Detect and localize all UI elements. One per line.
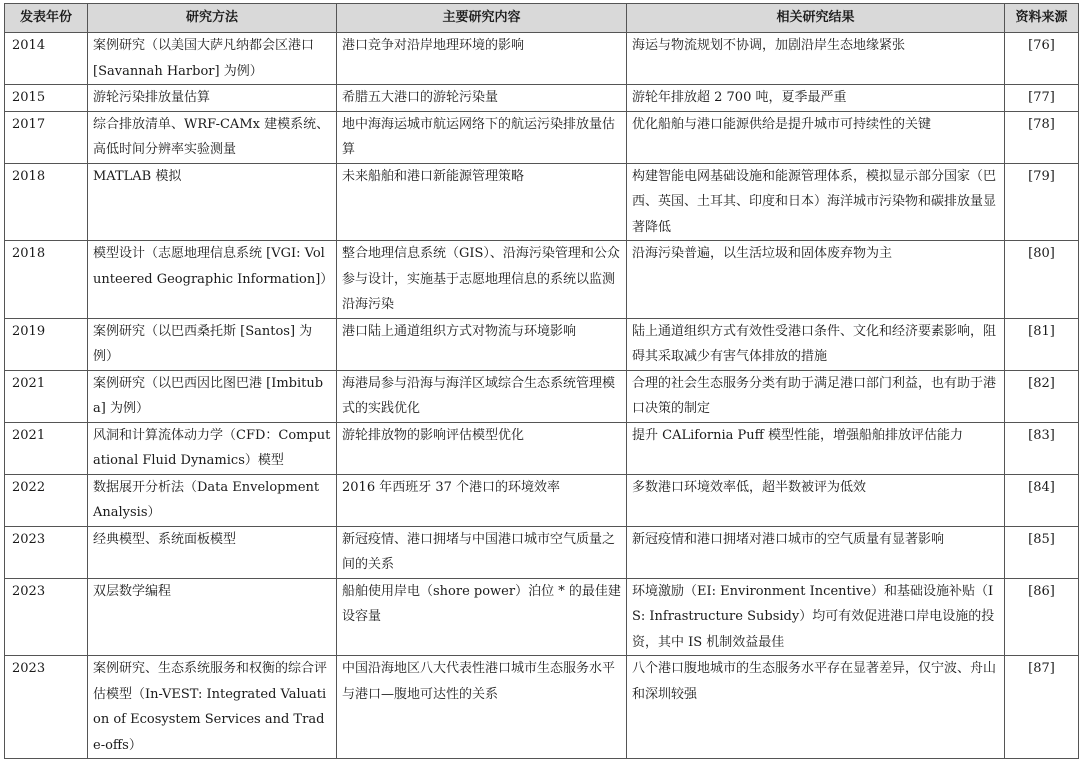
cell-method: 数据展开分析法（Data Envelopment Analysis） [88, 474, 337, 526]
cell-method: 案例研究（以美国大萨凡纳都会区港口 [Savannah Harbor] 为例） [88, 33, 337, 85]
table-row [5, 474, 1079, 526]
cell-result: 沿海污染普遍，以生活垃圾和固体废弃物为主 [627, 241, 1005, 319]
table-row [5, 578, 1079, 656]
cell-method: 案例研究（以巴西因比图巴港 [Imbituba] 为例） [88, 370, 337, 422]
cell-source: [87] [1005, 656, 1079, 759]
header-result: 相关研究结果 [627, 4, 1005, 33]
header-content: 主要研究内容 [337, 4, 627, 33]
cell-year: 2021 [5, 370, 88, 422]
cell-year: 2023 [5, 526, 88, 578]
table-row [5, 33, 1079, 85]
cell-method: 模型设计（志愿地理信息系统 [VGI: Volunteered Geographic Information]） [88, 241, 337, 319]
cell-result: 提升 CALifornia Puff 模型性能，增强船舶排放评估能力 [627, 422, 1005, 474]
table-row [5, 85, 1079, 112]
header-method: 研究方法 [88, 4, 337, 33]
cell-content: 游轮排放物的影响评估模型优化 [337, 422, 627, 474]
cell-method: 案例研究、生态系统服务和权衡的综合评估模型（In-VEST: Integrated Valuation of Ecosystem Services and Trade-offs） [88, 656, 337, 759]
cell-content: 新冠疫情、港口拥堵与中国港口城市空气质量之间的关系 [337, 526, 627, 578]
cell-source: [85] [1005, 526, 1079, 578]
table-row [5, 163, 1079, 241]
cell-source: [77] [1005, 85, 1079, 112]
cell-source: [84] [1005, 474, 1079, 526]
cell-year: 2021 [5, 422, 88, 474]
cell-source: [76] [1005, 33, 1079, 85]
cell-content: 船舶使用岸电（shore power）泊位 * 的最佳建设容量 [337, 578, 627, 656]
cell-source: [79] [1005, 163, 1079, 241]
cell-method: 双层数学编程 [88, 578, 337, 656]
cell-content: 2016 年西班牙 37 个港口的环境效率 [337, 474, 627, 526]
cell-year: 2018 [5, 241, 88, 319]
cell-year: 2017 [5, 111, 88, 163]
cell-source: [86] [1005, 578, 1079, 656]
research-table [4, 3, 1079, 759]
cell-method: 案例研究（以巴西桑托斯 [Santos] 为例） [88, 318, 337, 370]
cell-method: 游轮污染排放量估算 [88, 85, 337, 112]
cell-year: 2018 [5, 163, 88, 241]
cell-content: 未来船舶和港口新能源管理策略 [337, 163, 627, 241]
cell-content: 地中海海运城市航运网络下的航运污染排放量估算 [337, 111, 627, 163]
cell-method: 经典模型、系统面板模型 [88, 526, 337, 578]
table-header-row [5, 4, 1079, 33]
cell-year: 2019 [5, 318, 88, 370]
cell-content: 港口竞争对沿岸地理环境的影响 [337, 33, 627, 85]
cell-year: 2015 [5, 85, 88, 112]
table-row [5, 370, 1079, 422]
table-row [5, 111, 1079, 163]
cell-result: 多数港口环境效率低，超半数被评为低效 [627, 474, 1005, 526]
header-source: 资料来源 [1005, 4, 1079, 33]
table-row [5, 526, 1079, 578]
cell-method: 风洞和计算流体动力学（CFD：Computational Fluid Dynamics）模型 [88, 422, 337, 474]
cell-result: 游轮年排放超 2 700 吨，夏季最严重 [627, 85, 1005, 112]
cell-source: [81] [1005, 318, 1079, 370]
cell-year: 2023 [5, 656, 88, 759]
cell-result: 环境激励（EI: Environment Incentive）和基础设施补贴（IS: Infrastructure Subsidy）均可有效促进港口岸电设施的投资，其中 IS 机制效益最佳 [627, 578, 1005, 656]
cell-result: 构建智能电网基础设施和能源管理体系，模拟显示部分国家（巴西、英国、土耳其、印度和日本）海洋城市污染物和碳排放量显著降低 [627, 163, 1005, 241]
cell-year: 2023 [5, 578, 88, 656]
table-row [5, 241, 1079, 319]
cell-result: 陆上通道组织方式有效性受港口条件、文化和经济要素影响，阻碍其采取减少有害气体排放的措施 [627, 318, 1005, 370]
cell-source: [80] [1005, 241, 1079, 319]
cell-result: 优化船舶与港口能源供给是提升城市可持续性的关键 [627, 111, 1005, 163]
table-row [5, 422, 1079, 474]
cell-content: 海港局参与沿海与海洋区域综合生态系统管理模式的实践优化 [337, 370, 627, 422]
cell-content: 中国沿海地区八大代表性港口城市生态服务水平与港口—腹地可达性的关系 [337, 656, 627, 759]
cell-content: 港口陆上通道组织方式对物流与环境影响 [337, 318, 627, 370]
cell-source: [82] [1005, 370, 1079, 422]
cell-year: 2014 [5, 33, 88, 85]
cell-content: 希腊五大港口的游轮污染量 [337, 85, 627, 112]
table-row [5, 656, 1079, 759]
cell-method: 综合排放清单、WRF-CAMx 建模系统、高低时间分辨率实验测量 [88, 111, 337, 163]
table-row [5, 318, 1079, 370]
cell-result: 海运与物流规划不协调，加剧沿岸生态地缘紧张 [627, 33, 1005, 85]
cell-source: [83] [1005, 422, 1079, 474]
cell-result: 新冠疫情和港口拥堵对港口城市的空气质量有显著影响 [627, 526, 1005, 578]
cell-result: 合理的社会生态服务分类有助于满足港口部门利益，也有助于港口决策的制定 [627, 370, 1005, 422]
cell-year: 2022 [5, 474, 88, 526]
header-year: 发表年份 [5, 4, 88, 33]
cell-content: 整合地理信息系统（GIS）、沿海污染管理和公众参与设计，实施基于志愿地理信息的系统以监测沿海污染 [337, 241, 627, 319]
cell-method: MATLAB 模拟 [88, 163, 337, 241]
cell-source: [78] [1005, 111, 1079, 163]
cell-result: 八个港口腹地城市的生态服务水平存在显著差异，仅宁波、舟山和深圳较强 [627, 656, 1005, 759]
